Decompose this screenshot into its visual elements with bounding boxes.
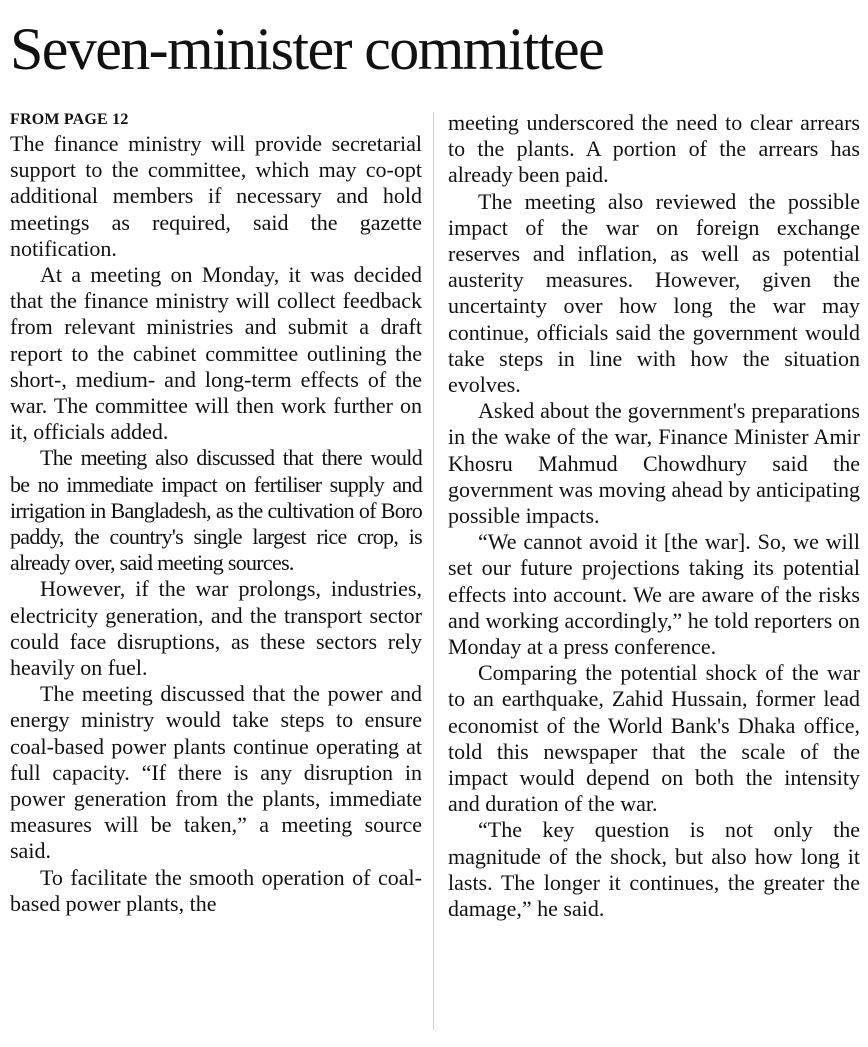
paragraph: The finance ministry will provide secretarial support to the committee, which may co-opt additional members if necessary and hold meetings as required, said the gazette notification. xyxy=(10,131,422,261)
paragraph: meeting underscored the need to clear arrears to the plants. A portion of the arrears has already been paid. xyxy=(448,110,860,188)
paragraph: However, if the war prolongs, industries, electricity generation, and the transport sector could face disruptions, as these sectors rely heavily on fuel. xyxy=(10,576,422,681)
headline: Seven-minister committee xyxy=(10,16,604,82)
continuation-kicker: FROM PAGE 12 xyxy=(10,111,129,128)
paragraph: At a meeting on Monday, it was decided that the finance ministry will collect feedback from relevant ministries and submit a draft report to the cabinet committee outlining the short-, medium- and long-term effects of the war. The committee will then work further on it, officials added. xyxy=(10,262,422,445)
paragraph: Comparing the potential shock of the war to an earthquake, Zahid Hussain, former lead economist of the World Bank's Dhaka office, told this newspaper that the scale of the impact would depend on both the intensity and duration of the war. xyxy=(448,660,860,817)
paragraph: The meeting also reviewed the possible impact of the war on foreign exchange reserves and inflation, as well as potential austerity measures. However, given the uncertainty over how long the war may continue, officials said the government would take steps in line with how the situation evolves. xyxy=(448,188,860,398)
paragraph: “We cannot avoid it [the war]. So, we will set our future projections taking its potential effects into account. We are aware of the risks and working accordingly,” he told reporters on Monday at a press conference. xyxy=(448,529,860,660)
article-column-left xyxy=(10,110,422,917)
paragraph: The meeting also discussed that there would be no immediate impact on fertiliser supply and irrigation in Bangladesh, as the cultivation of Boro paddy, the country's single largest rice crop, is already over, said meeting sources. xyxy=(10,445,422,576)
paragraph: “The key question is not only the magnitude of the shock, but also how long it lasts. The longer it continues, the greater the damage,” he said. xyxy=(448,817,860,922)
paragraph: The meeting discussed that the power and energy ministry would take steps to ensure coal-based power plants continue operating at full capacity. “If there is any disruption in power generation from the plants, immediate measures will be taken,” a meeting source said. xyxy=(10,681,422,864)
column-divider xyxy=(433,112,434,1030)
paragraph: To facilitate the smooth operation of coal-based power plants, the xyxy=(10,864,422,916)
article-column-right xyxy=(448,110,860,922)
paragraph: Asked about the government's preparations in the wake of the war, Finance Minister Amir Khosru Mahmud Chowdhury said the government was moving ahead by anticipating possible impacts. xyxy=(448,398,860,529)
